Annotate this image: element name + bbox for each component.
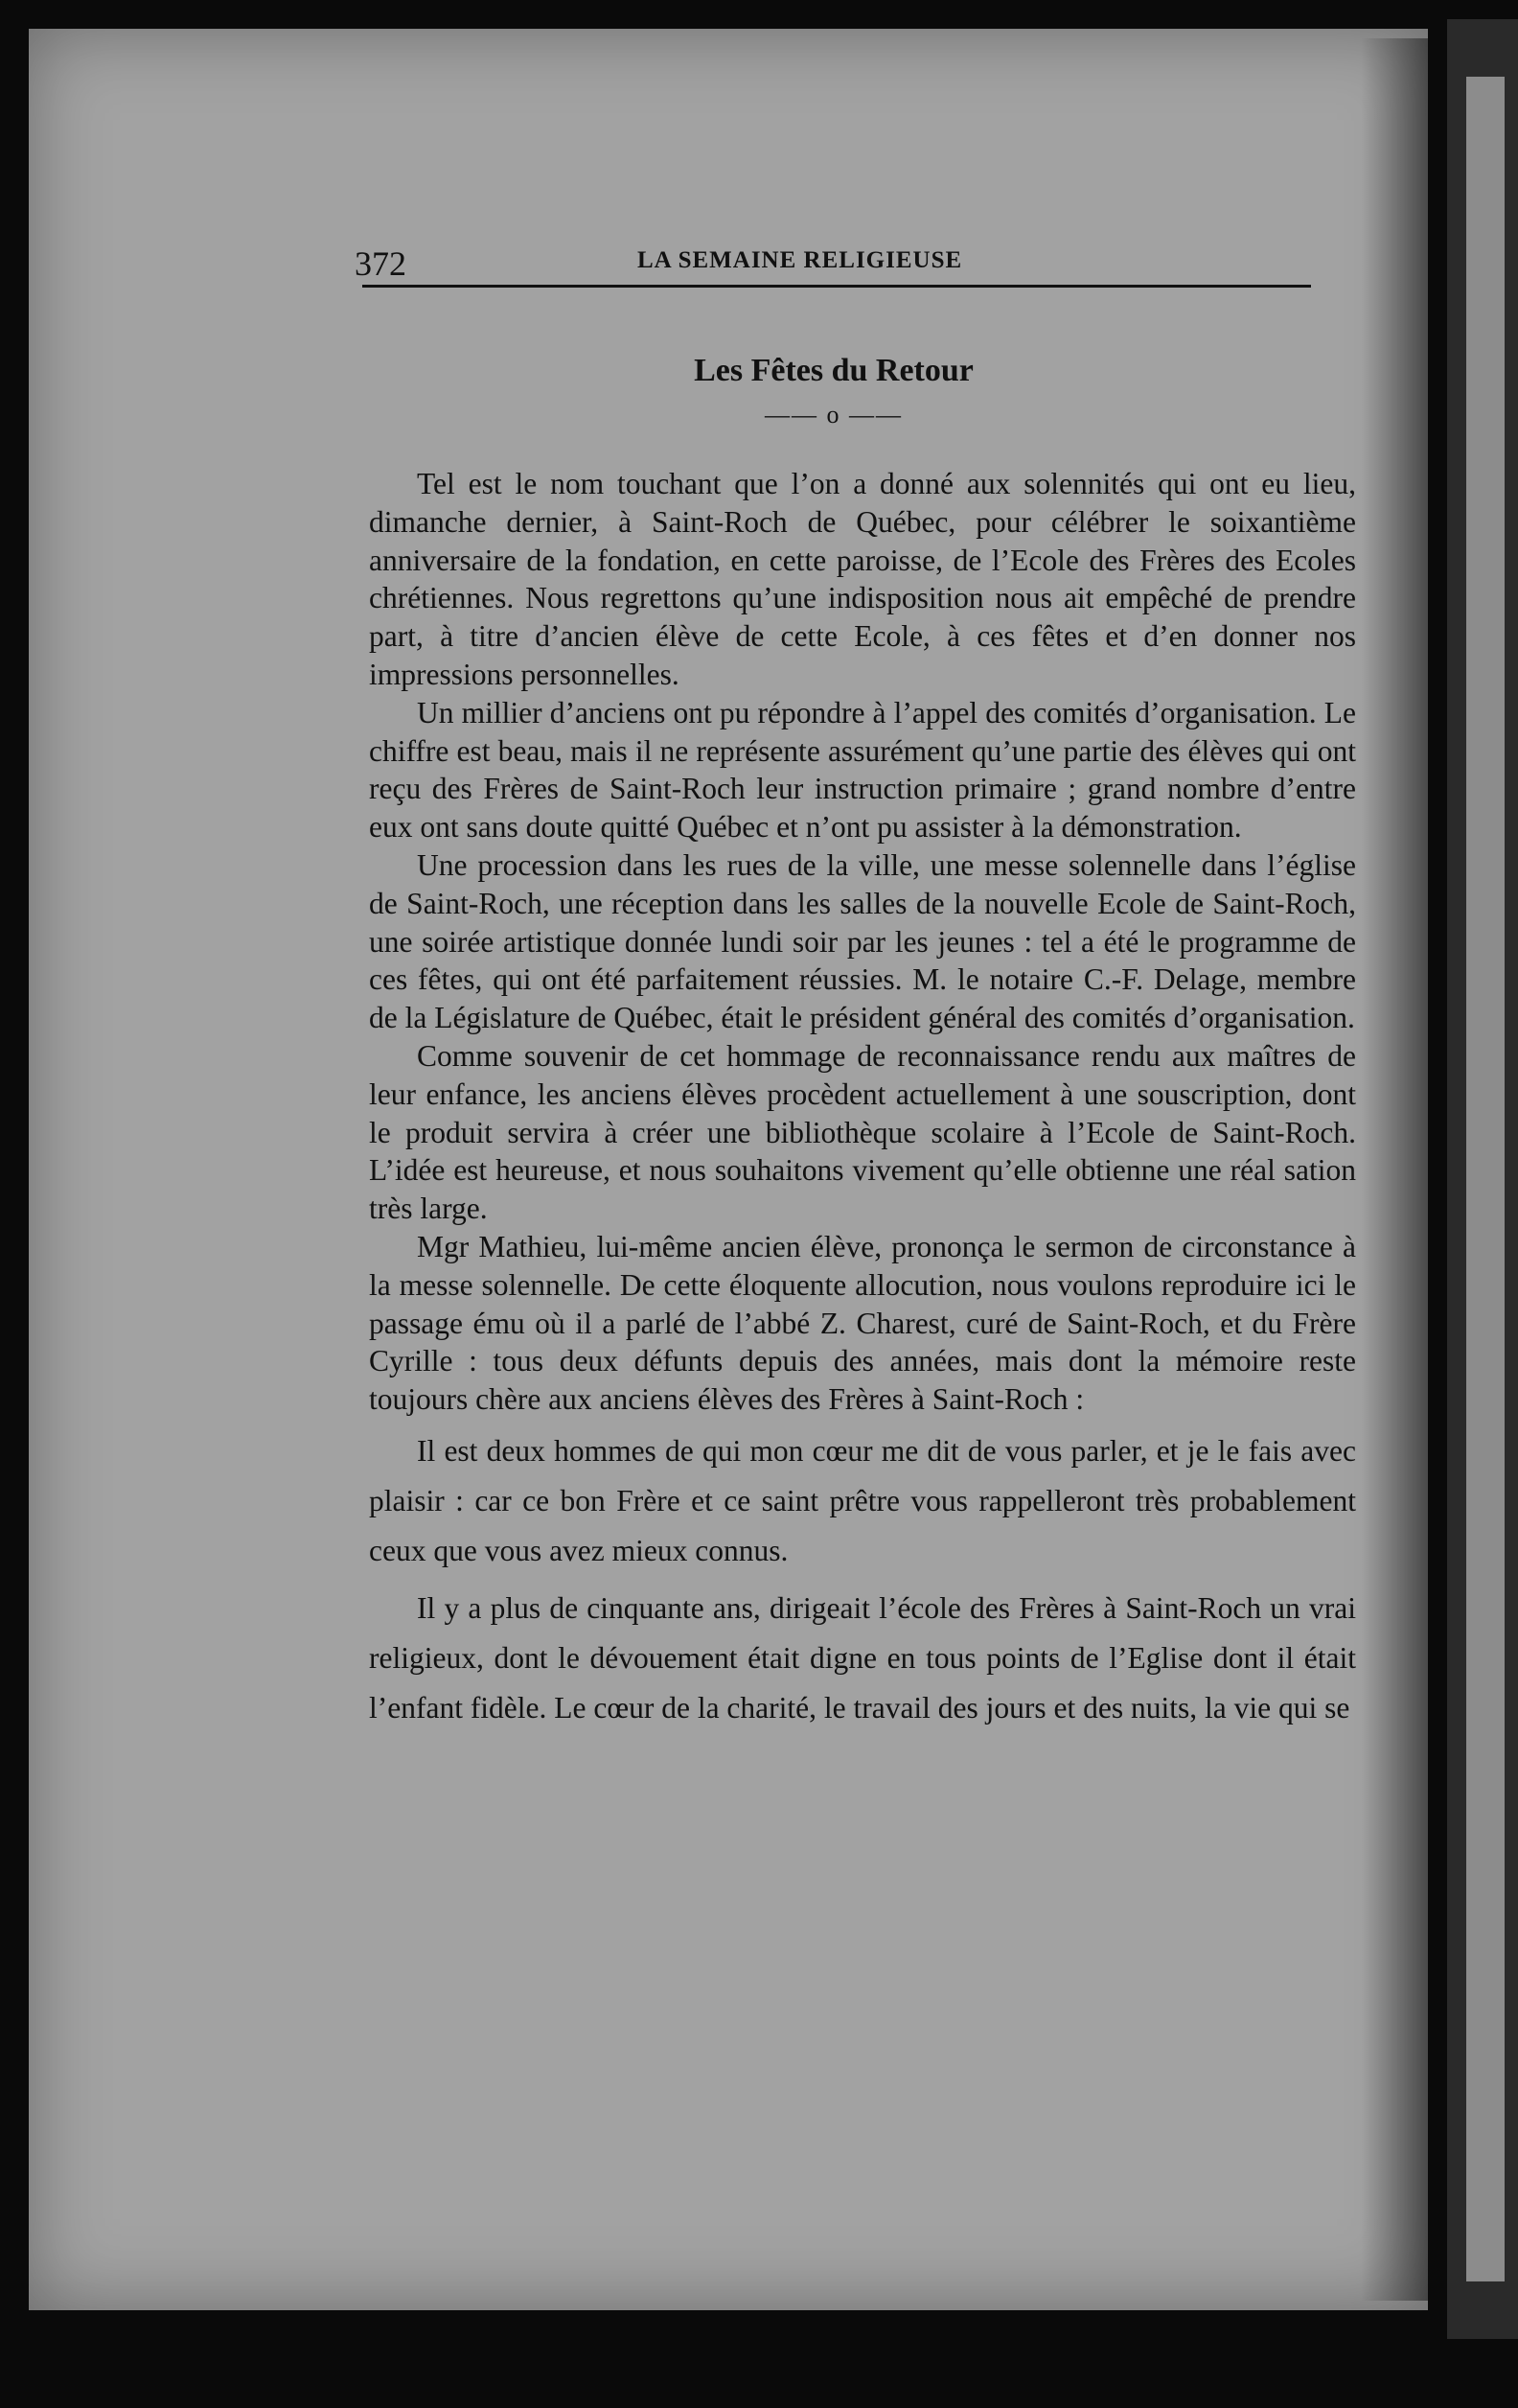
quoted-paragraph: Il est deux hommes de qui mon cœur me dit de vous parler, et je le fais avec plaisir : car ce bon Frère et ce saint prêtre vous rappelleront très probablement ceux que vous avez mieux connus. — [369, 1433, 1356, 1567]
running-title: LA SEMAINE RELIGIEUSE — [637, 247, 963, 273]
paragraph: Une procession dans les rues de la ville, une messe solennelle dans l’église de Saint-Roch, une réception dans les salles de la nouvelle Ecole de Saint-Roch, une soirée artistique donnée lundi soir par les jeunes : tel a été le programme de ces fêtes, qui ont été parfaitement réussies. M. le notaire C.-F. Delage, membre de la Législature de Québec, était le président général des comités d’organisation. — [369, 847, 1356, 1035]
page-header — [355, 240, 1313, 282]
paragraph: Comme souvenir de cet hommage de reconnaissance rendu aux maîtres de leur enfance, les anciens élèves procèdent actuellement à une souscription, dont le produit servira à créer une bibliothèque scolaire à l’Ecole de Saint-Roch. L’idée est heureuse, et nous souhaitons vivement qu’elle obtienne une réal sation très large. — [369, 1038, 1356, 1226]
article-title: Les Fêtes du Retour — [694, 353, 974, 388]
paragraph: Mgr Mathieu, lui-même ancien élève, prononça le sermon de circonstance à la messe solennelle. De cette éloquente allocution, nous voulons reproduire ici le passage ému où il a parlé de l’abbé Z. Charest, curé de Saint-Roch, et du Frère Cyrille : tous deux défunts depuis des années, mais dont la mémoire reste toujours chère aux anciens élèves des Frères à Saint-Roch : — [369, 1229, 1356, 1417]
article-body — [369, 465, 1356, 1733]
page-fold-shadow — [1361, 38, 1428, 2301]
page-number: 372 — [355, 244, 406, 283]
title-separator: —— o —— — [765, 401, 903, 428]
paragraph: Tel est le nom touchant que l’on a donné aux solennités qui ont eu lieu, dimanche dernier, à Saint-Roch de Québec, pour célébrer le soixantième anniversaire de la fondation, en cette paroisse, de l’Ecole des Frères des Ecoles chrétiennes. Nous regrettons qu’une indisposition nous ait empêché de prendre part, à titre d’ancien élève de cette Ecole, à ces fêtes et d’en donner nos impressions personnelles. — [369, 467, 1356, 691]
adjacent-page-strip — [1466, 77, 1505, 2281]
header-rule — [362, 285, 1311, 288]
paragraph: Un millier d’anciens ont pu répondre à l’appel des comités d’organisation. Le chiffre est beau, mais il ne représente assurément qu’une partie des élèves qui ont reçu des Frères de Saint-Roch leur instruction primaire ; grand nombre d’entre eux ont sans doute quitté Québec et n’ont pu assister à la démonstration. — [369, 695, 1356, 845]
quoted-paragraph: Il y a plus de cinquante ans, dirigeait l’école des Frères à Saint-Roch un vrai religieux, dont le dévouement était digne en tous points de l’Eglise dont il était l’enfant fidèle. Le cœur de la charité, le travail des jours et des nuits, la vie qui se — [369, 1590, 1356, 1725]
